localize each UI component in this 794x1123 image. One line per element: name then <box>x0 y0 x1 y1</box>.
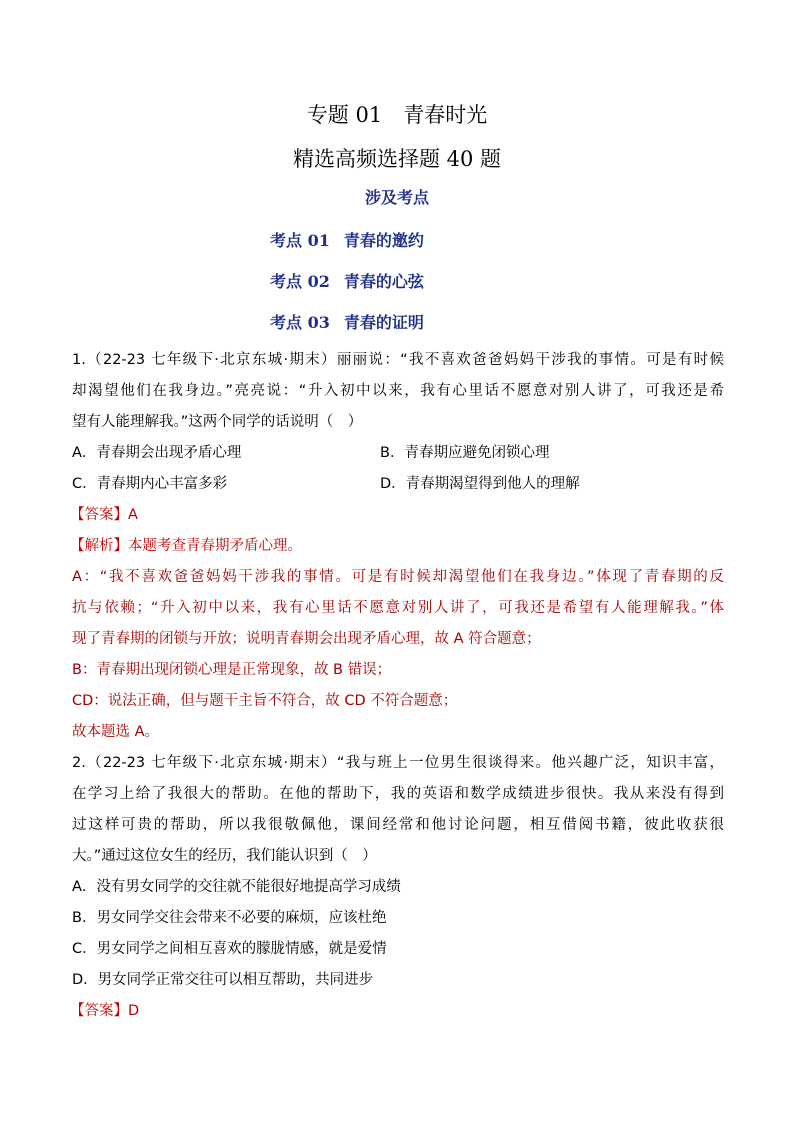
topic-label: 考点 02 <box>270 272 330 291</box>
question-text-line: 2.（22-23 七年级下·北京东城·期末）“我与班上一位男生很谈得来。他兴趣广泛，知识丰富， <box>72 755 724 771</box>
option-d: D．青春期渴望得到他人的理解 <box>380 476 580 492</box>
topic-name: 青春的邀约 <box>343 231 424 250</box>
topic-label: 考点 01 <box>270 231 330 250</box>
topic-name: 青春的心弦 <box>343 272 424 291</box>
analysis-line: CD：说法正确，但与题干主旨不符合，故 CD 不符合题意； <box>72 693 458 709</box>
option-c: C．青春期内心丰富多彩 <box>72 476 228 492</box>
document-subtitle: 精选高频选择题 40 题 <box>292 147 502 171</box>
option-c: C．男女同学之间相互喜欢的朦胧情感，就是爱情 <box>72 941 387 957</box>
question-text-line: 却渴望他们在我身边。”亮亮说：“升入初中以来，我有心里话不愿意对别人讲了，可我还是希 <box>72 383 724 399</box>
analysis-intro: 【解析】本题考查青春期矛盾心理。 <box>70 538 302 554</box>
question-text-line: 望有人能理解我。”这两个同学的话说明（ ） <box>72 414 363 430</box>
option-b: B．男女同学交往会带来不必要的麻烦，应该杜绝 <box>72 910 387 926</box>
question-text-line: 在学习上给了我很大的帮助。在他的帮助下，我的英语和数学成绩进步很快。我从来没有得到 <box>72 786 724 802</box>
topic-item <box>270 310 424 336</box>
answer-label: 【答案】A <box>70 507 138 523</box>
topic-name: 青春的证明 <box>343 313 424 332</box>
option-b: B．青春期应避免闭锁心理 <box>380 445 550 461</box>
option-d: D．男女同学正常交往可以相互帮助，共同进步 <box>72 972 374 988</box>
question-text-line: 过这样可贵的帮助，所以我很敬佩他，课间经常和他讨论问题，相互借阅书籍，彼此收获很 <box>72 817 724 833</box>
topic-item <box>270 228 424 254</box>
analysis-line: A：“我不喜欢爸爸妈妈干涉我的事情。可是有时候却渴望他们在我身边。”体现了青春期的反 <box>72 569 724 585</box>
question-text-line: 1.（22-23 七年级下·北京东城·期末）丽丽说：“我不喜欢爸爸妈妈干涉我的事情。可是有时候 <box>72 352 724 368</box>
analysis-line: 抗与依赖；“升入初中以来，我有心里话不愿意对别人讲了，可我还是希望有人能理解我。”体 <box>72 600 724 616</box>
answer-label: 【答案】D <box>70 1003 140 1019</box>
topics-heading: 涉及考点 <box>364 188 429 207</box>
analysis-conclusion: 故本题选 A。 <box>72 724 160 740</box>
document-title: 专题 01 青春时光 <box>306 103 488 127</box>
topic-item <box>270 269 424 295</box>
option-a: A．没有男女同学的交往就不能很好地提高学习成绩 <box>72 879 401 895</box>
option-a: A．青春期会出现矛盾心理 <box>72 445 242 461</box>
analysis-line: 现了青春期的闭锁与开放；说明青春期会出现矛盾心理，故 A 符合题意； <box>72 631 541 647</box>
question-text-line: 大。”通过这位女生的经历，我们能认识到（ ） <box>72 848 377 864</box>
analysis-line: B：青春期出现闭锁心理是正常现象，故 B 错误； <box>72 662 392 678</box>
topic-label: 考点 03 <box>270 313 330 332</box>
